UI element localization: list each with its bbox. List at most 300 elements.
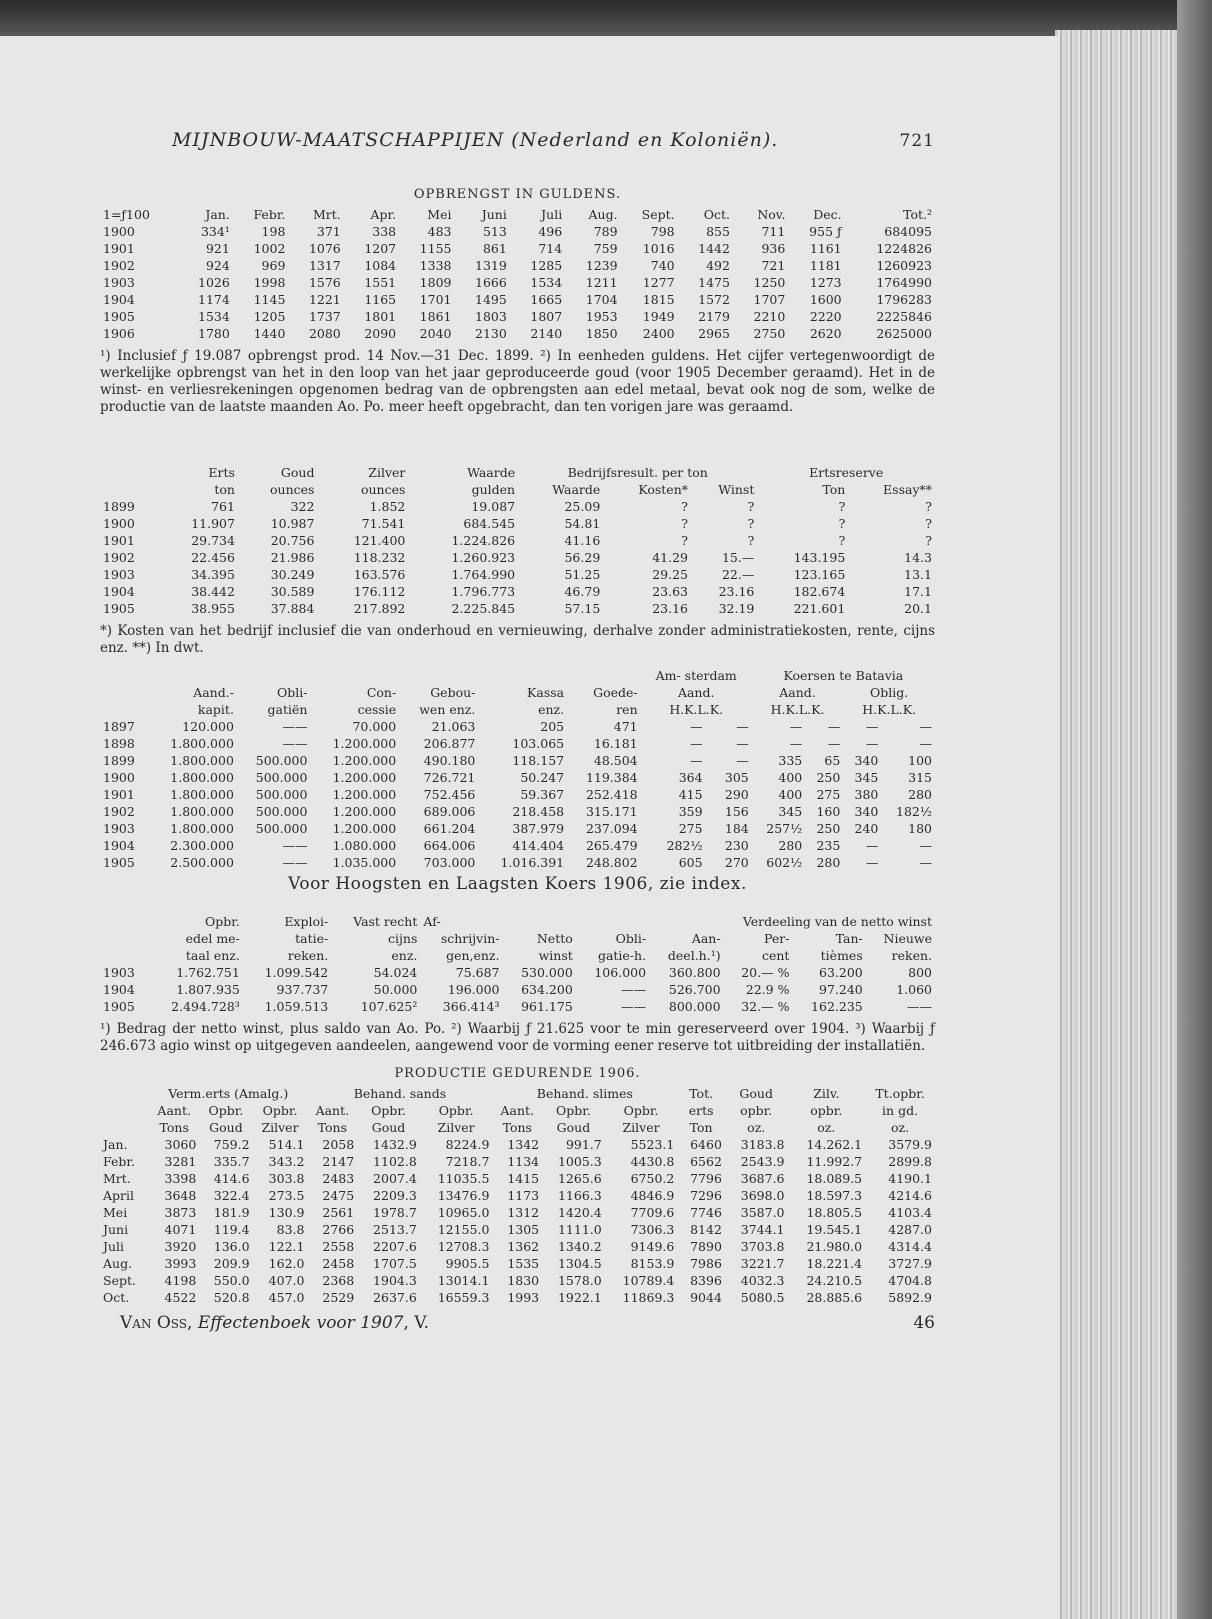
table-cell: 1420.4 <box>557 1205 602 1220</box>
table-cell: 3183.8 <box>740 1137 785 1152</box>
table-cell: — <box>789 719 803 734</box>
table-cell: 32.— % <box>741 999 790 1014</box>
table-cell: 25.09 <box>564 499 601 514</box>
table-cell: 7890 <box>690 1239 722 1254</box>
table-cell: 206.877 <box>423 736 476 751</box>
table-row <box>100 964 935 981</box>
table-cell: 282½ <box>666 838 703 853</box>
col-header: Erts <box>208 465 235 480</box>
table-cell: 415 <box>678 787 703 802</box>
row-label: 1905 <box>103 855 135 870</box>
table-cell: ? <box>747 516 755 531</box>
table-cell: 22.9 % <box>745 982 790 997</box>
table-cell: 23.16 <box>652 601 688 616</box>
col-header: in gd. <box>882 1103 919 1118</box>
col-header: Aug. <box>588 207 618 222</box>
table-cell: — <box>919 838 932 853</box>
table-cell: 513 <box>482 224 507 239</box>
table-cell: 1.059.513 <box>264 999 329 1014</box>
table-cell: 1342 <box>507 1137 540 1152</box>
col-header: Essay** <box>883 482 932 497</box>
table-cell: 1319 <box>475 258 507 273</box>
row-label: 1905 <box>103 309 135 324</box>
table-cell: 711 <box>761 224 786 239</box>
col-header: reken. <box>287 948 329 963</box>
table-cell: 1.800.000 <box>170 821 234 836</box>
table-cell: 18.089.5 <box>806 1171 863 1186</box>
table-cell: 1551 <box>364 275 397 290</box>
table-row <box>100 1255 935 1272</box>
table-cell: 5080.5 <box>740 1290 785 1305</box>
table-cell: 1665 <box>530 292 563 307</box>
table-cell: 400 <box>778 787 803 802</box>
row-label: 1906 <box>103 326 135 341</box>
table-cell: 54.81 <box>564 516 601 531</box>
col-header: Obli- <box>276 685 308 700</box>
table-cell: 54.024 <box>373 965 418 980</box>
table-cell: 11.907 <box>191 516 235 531</box>
table-cell: 471 <box>613 719 638 734</box>
table-cell: 13014.1 <box>437 1273 490 1288</box>
table-cell: 2483 <box>322 1171 355 1186</box>
table-cell: 1801 <box>364 309 397 324</box>
col-header: winst <box>538 948 573 963</box>
table-row <box>100 1153 935 1170</box>
table-cell: 181.9 <box>213 1205 250 1220</box>
table-cell: 11035.5 <box>437 1171 490 1186</box>
row-label: 1901 <box>103 533 135 548</box>
table-cell: 2899.8 <box>888 1154 932 1169</box>
amsterdam-group-header: Am- sterdam <box>655 668 737 683</box>
table-cell: 20.— % <box>741 965 790 980</box>
table-cell: 4190.1 <box>888 1171 932 1186</box>
table-cell: 9149.6 <box>630 1239 675 1254</box>
col-group-header: Ertsreserve <box>809 465 884 480</box>
table-cell: 335 <box>778 753 803 768</box>
winst-table <box>100 913 935 1015</box>
table-row <box>100 998 935 1015</box>
table-cell: ? <box>838 533 846 548</box>
table-cell: 6460 <box>690 1137 722 1152</box>
table-cell: 7746 <box>690 1205 722 1220</box>
table-cell: 16.181 <box>593 736 638 751</box>
productie-1906-table <box>100 1085 935 1306</box>
col-header: Mrt. <box>312 207 341 222</box>
table-cell: 1440 <box>253 326 286 341</box>
table-cell: 1.260.923 <box>451 550 516 565</box>
row-label: 1898 <box>103 736 135 751</box>
table-cell: 13476.9 <box>437 1188 490 1203</box>
table-cell: 1830 <box>507 1273 540 1288</box>
table-cell: 4287.0 <box>888 1222 932 1237</box>
book-binding-edge <box>1177 0 1212 1619</box>
table-cell: 1.800.000 <box>170 753 234 768</box>
table-cell: 1578.0 <box>557 1273 602 1288</box>
col-header: oz. <box>817 1120 836 1135</box>
col-header: Apr. <box>370 207 397 222</box>
opbrengst-footnote: ¹) Inclusief ƒ 19.087 opbrengst prod. 14 Nov.—31 Dec. 1899. ²) In eenheden guldens. Het cijfer vertegenwoordigt de werkelijke opbrengst van het in den loop van het jaar geproduceerde goud (voor 1905 December geraamd). Het in de winst- en verliesrekeningen opgenomen bedrag van de opbrengsten aan edel metaal, bevat ook nog de som, welke de productie van de laatste maanden Ao. Po. meer heeft opgebracht, dan ten vorigen jare was geraamd. <box>100 348 935 415</box>
col-group-header: Zilv. <box>813 1086 840 1101</box>
table-cell: 1174 <box>198 292 230 307</box>
col-header: wen enz. <box>419 702 476 717</box>
col-header <box>100 464 160 481</box>
col-header: Opbr. <box>208 1103 244 1118</box>
col-header: Zilver <box>261 1120 299 1135</box>
table-cell: 322.4 <box>213 1188 250 1203</box>
table-cell: 752.456 <box>423 787 476 802</box>
table-cell: 335.7 <box>213 1154 250 1169</box>
col-header: Af- <box>423 914 441 929</box>
row-label: Aug. <box>103 1256 133 1271</box>
table-cell: 1.200.000 <box>332 804 397 819</box>
table-cell: 107.625² <box>360 999 418 1014</box>
col-header: ounces <box>360 482 406 497</box>
table-cell: 2561 <box>322 1205 355 1220</box>
col-header: Kassa <box>527 685 565 700</box>
row-label: 1903 <box>103 567 135 582</box>
table-cell: 4430.8 <box>630 1154 675 1169</box>
winst-footnote: ¹) Bedrag der netto winst, plus saldo van Ao. Po. ²) Waarbij ƒ 21.625 voor te min gereserveerd over 1904. ³) Waarbij ƒ 246.673 agio winst op uitgegeven aandeelen, aangewend voor de vorming eener reserve tot uitbreiding der installatiën. <box>100 1021 935 1054</box>
table-cell: 240 <box>854 821 879 836</box>
col-header: oz. <box>747 1120 766 1135</box>
col-header: Aant. <box>315 1103 350 1118</box>
batavia-group-header: Koersen te Batavia <box>783 668 904 683</box>
row-label: 1897 <box>103 719 135 734</box>
table-cell: 1949 <box>642 309 675 324</box>
table-cell: 1239 <box>585 258 618 273</box>
table-cell: 1861 <box>419 309 452 324</box>
table-cell: 1224826 <box>876 241 932 256</box>
table-cell: 7709.6 <box>630 1205 675 1220</box>
table-cell: 51.25 <box>564 567 601 582</box>
table-cell: 16559.3 <box>437 1290 490 1305</box>
table-cell: 2007.4 <box>373 1171 417 1186</box>
table-cell: 23.16 <box>718 584 755 599</box>
table-cell: 122.1 <box>268 1239 305 1254</box>
table-cell: 19.087 <box>471 499 516 514</box>
table-cell: 2625000 <box>876 326 932 341</box>
col-header: gatie-h. <box>597 948 647 963</box>
table-cell: 2220 <box>809 309 842 324</box>
table-cell: 2637.6 <box>373 1290 417 1305</box>
table-cell: —— <box>907 999 932 1014</box>
table-cell: 118.232 <box>353 550 406 565</box>
col-header: cijns <box>388 931 418 946</box>
table-cell: 196.000 <box>447 982 500 997</box>
table-cell: 1211 <box>585 275 618 290</box>
col-header: Opbr. <box>623 1103 659 1118</box>
table-cell: 184 <box>724 821 749 836</box>
col-header: Zilver <box>437 1120 475 1135</box>
table-row <box>100 752 935 769</box>
col-header: H.K.L.K. <box>862 702 917 717</box>
col-header: Gebou- <box>430 685 476 700</box>
table-cell: 1304.5 <box>557 1256 602 1271</box>
table-cell: 160 <box>816 804 841 819</box>
table-cell: 345 <box>854 770 879 785</box>
col-header: Opbr. <box>556 1103 591 1118</box>
table-cell: 34.395 <box>191 567 235 582</box>
table-row <box>100 291 935 308</box>
table-cell: 1.200.000 <box>332 753 397 768</box>
table-cell: 359 <box>678 804 703 819</box>
table-cell: 400 <box>778 770 803 785</box>
table-cell: 2766 <box>322 1222 355 1237</box>
table-cell: 1165 <box>364 292 397 307</box>
table-cell: 2620 <box>809 326 842 341</box>
table-cell: 684.545 <box>463 516 516 531</box>
table-row <box>100 515 935 532</box>
table-cell: 457.0 <box>268 1290 305 1305</box>
col-header: Aand. <box>779 685 816 700</box>
col-header: Goud <box>556 1120 591 1135</box>
table-cell: 1076 <box>308 241 341 256</box>
table-cell: 97.240 <box>819 982 863 997</box>
row-label: Mrt. <box>103 1171 131 1186</box>
row-label: Juni <box>103 1222 129 1237</box>
book-page <box>0 36 1058 1619</box>
productie-1906-title: PRODUCTIE GEDURENDE 1906. <box>394 1066 641 1081</box>
table-cell: 71.541 <box>361 516 406 531</box>
table-row <box>100 1289 935 1306</box>
table-cell: 3687.6 <box>740 1171 785 1186</box>
table-cell: 120.000 <box>182 719 234 734</box>
col-header: reken. <box>891 948 932 963</box>
col-header: Obli- <box>615 931 647 946</box>
table-cell: 371 <box>316 224 341 239</box>
col-header: opbr. <box>810 1103 843 1118</box>
table-cell: ? <box>747 499 755 514</box>
col-header <box>100 684 148 701</box>
table-cell: 1260923 <box>876 258 932 273</box>
table-cell: 1.200.000 <box>332 736 397 751</box>
table-cell: — <box>865 838 879 853</box>
row-label: 1899 <box>103 753 135 768</box>
table-cell: 4704.8 <box>888 1273 932 1288</box>
col-header: Waarde <box>552 482 601 497</box>
table-cell: 1534 <box>198 309 230 324</box>
table-cell: 2210 <box>753 309 786 324</box>
row-label: 1905 <box>103 601 135 616</box>
table-cell: 500.000 <box>255 821 308 836</box>
table-cell: 550.0 <box>213 1273 250 1288</box>
table-cell: 1998 <box>253 275 286 290</box>
table-row <box>100 1204 935 1221</box>
table-cell: 136.0 <box>213 1239 250 1254</box>
table-cell: 500.000 <box>255 770 308 785</box>
table-row <box>100 1221 935 1238</box>
table-cell: 360.800 <box>668 965 721 980</box>
table-cell: 5892.9 <box>888 1290 932 1305</box>
table-cell: 1707.5 <box>373 1256 417 1271</box>
row-label: Sept. <box>103 1273 136 1288</box>
table-cell: 41.16 <box>564 533 601 548</box>
table-cell: 13.1 <box>904 567 932 582</box>
table-cell: 364 <box>678 770 703 785</box>
table-cell: 3648 <box>164 1188 197 1203</box>
table-cell: 14.3 <box>904 550 932 565</box>
table-cell: 2368 <box>322 1273 355 1288</box>
col-header: Per- <box>764 931 790 946</box>
col-header: Netto <box>536 931 573 946</box>
col-header: cent <box>761 948 790 963</box>
col-header: erts <box>688 1103 714 1118</box>
table-row <box>100 1170 935 1187</box>
row-label: 1902 <box>103 550 135 565</box>
table-cell: 4198 <box>164 1273 197 1288</box>
table-cell: 4103.4 <box>888 1205 932 1220</box>
table-cell: 2.494.728³ <box>171 999 240 1014</box>
col-header: Goud <box>209 1120 243 1135</box>
table-cell: 496 <box>538 224 563 239</box>
table-cell: 30.249 <box>270 567 315 582</box>
table-cell: — <box>865 855 879 870</box>
table-cell: 7986 <box>690 1256 722 1271</box>
table-cell: 1796283 <box>876 292 932 307</box>
table-cell: 1305 <box>507 1222 540 1237</box>
table-cell: 1.852 <box>369 499 406 514</box>
table-cell: 24.210.5 <box>806 1273 863 1288</box>
row-label: 1899 <box>103 499 135 514</box>
table-cell: 9044 <box>690 1290 722 1305</box>
table-cell: 20.1 <box>904 601 932 616</box>
table-cell: 520.8 <box>213 1290 250 1305</box>
row-label: 1903 <box>103 275 135 290</box>
table-cell: 4032.3 <box>740 1273 785 1288</box>
table-cell: 4071 <box>164 1222 197 1237</box>
table-cell: 21.986 <box>270 550 315 565</box>
col-header: kapit. <box>197 702 234 717</box>
table-cell: 366.414³ <box>442 999 500 1014</box>
table-cell: 6750.2 <box>630 1171 675 1186</box>
table-cell: 100 <box>908 753 932 768</box>
table-cell: 1.200.000 <box>332 821 397 836</box>
table-row <box>100 498 935 515</box>
row-label: Mei <box>103 1205 128 1220</box>
col-header: Ton <box>689 1120 713 1135</box>
table-cell: 1002 <box>253 241 286 256</box>
table-cell: 1535 <box>507 1256 540 1271</box>
table-row <box>100 854 935 871</box>
table-cell: 1362 <box>507 1239 540 1254</box>
table-cell: 740 <box>650 258 675 273</box>
table-cell: — <box>865 736 879 751</box>
table-cell: 1495 <box>475 292 507 307</box>
table-cell: 689.006 <box>423 804 476 819</box>
table-cell: 3579.9 <box>888 1137 932 1152</box>
col-header: Tons <box>317 1120 348 1135</box>
table-cell: 414.6 <box>213 1171 250 1186</box>
table-cell: 1016 <box>642 241 675 256</box>
table-cell: ? <box>838 499 846 514</box>
table-cell: 1145 <box>253 292 286 307</box>
table-cell: 83.8 <box>276 1222 305 1237</box>
table-cell: 1809 <box>419 275 452 290</box>
table-cell: 1161 <box>809 241 842 256</box>
table-cell: 1102.8 <box>373 1154 417 1169</box>
table-cell: 3744.1 <box>740 1222 785 1237</box>
table-cell: 275 <box>678 821 703 836</box>
col-header: enz. <box>391 948 418 963</box>
table-cell: 634.200 <box>521 982 573 997</box>
table-cell: 48.504 <box>593 753 638 768</box>
table-cell: 250 <box>816 770 841 785</box>
table-cell: 270 <box>724 855 749 870</box>
row-label: Juli <box>103 1239 125 1254</box>
table-cell: 2225846 <box>876 309 932 324</box>
table-cell: 21.980.0 <box>806 1239 863 1254</box>
table-cell: 118.157 <box>512 753 565 768</box>
table-cell: 1.764.990 <box>451 567 516 582</box>
table-cell: —— <box>282 838 308 853</box>
table-cell: 235 <box>816 838 841 853</box>
verdeeling-group-header: Verdeeling van de netto winst <box>742 914 932 929</box>
table-cell: 955 ƒ <box>809 224 842 239</box>
table-cell: 8396 <box>690 1273 722 1288</box>
col-header: Oblig. <box>870 685 909 700</box>
table-cell: 8153.9 <box>630 1256 675 1271</box>
table-cell: 1904.3 <box>373 1273 417 1288</box>
col-header: oz. <box>891 1120 910 1135</box>
table-cell: 250 <box>816 821 841 836</box>
table-cell: 684095 <box>884 224 932 239</box>
table-cell: 1.035.000 <box>332 855 397 870</box>
table-cell: 275 <box>816 787 841 802</box>
col-header <box>100 701 148 718</box>
table-cell: 21.063 <box>431 719 476 734</box>
col-group-header: Goud <box>739 1086 773 1101</box>
table-cell: — <box>690 736 703 751</box>
table-cell: 1922.1 <box>557 1290 602 1305</box>
table-cell: 759.2 <box>213 1137 250 1152</box>
col-header: Dec. <box>813 207 842 222</box>
table-cell: 3281 <box>164 1154 197 1169</box>
table-row <box>100 735 935 752</box>
table-cell: 1953 <box>585 309 618 324</box>
page-footer: Van Oss, Effectenboek voor 1907, V. 46 <box>120 1313 935 1333</box>
running-head-title: MIJNBOUW-MAATSCHAPPIJEN (Nederland en Koloniën). <box>172 129 779 151</box>
table-cell: 855 <box>706 224 730 239</box>
table-cell: 661.204 <box>423 821 476 836</box>
productie-jaar-footnote: *) Kosten van het bedrijf inclusief die van onderhoud en vernieuwing, derhalve zonder administratiekosten, rente, cijns enz. **) In dwt. <box>100 623 935 656</box>
table-cell: 1.200.000 <box>332 787 397 802</box>
table-cell: 29.25 <box>652 567 688 582</box>
table-cell: 8224.9 <box>445 1137 490 1152</box>
table-cell: 500.000 <box>255 753 308 768</box>
col-header: Nieuwe <box>883 931 932 946</box>
table-cell: 343.2 <box>268 1154 305 1169</box>
table-cell: 1576 <box>308 275 341 290</box>
table-row <box>100 274 935 291</box>
table-cell: 1815 <box>642 292 675 307</box>
col-header: Opbr. <box>438 1103 474 1118</box>
table-cell: — <box>736 719 749 734</box>
table-cell: 10965.0 <box>437 1205 490 1220</box>
table-cell: —— <box>282 736 308 751</box>
table-cell: 1993 <box>507 1290 540 1305</box>
footer-title: Effectenboek voor 1907 <box>197 1313 404 1333</box>
table-cell: —— <box>621 982 647 997</box>
row-label: 1904 <box>103 982 135 997</box>
table-cell: — <box>827 719 841 734</box>
table-cell: 761 <box>211 499 235 514</box>
col-header: Juli <box>541 207 563 222</box>
table-cell: 798 <box>650 224 675 239</box>
table-cell: 217.892 <box>353 601 406 616</box>
table-cell: 500.000 <box>255 787 308 802</box>
col-header: Juni <box>481 207 507 222</box>
table-row <box>100 803 935 820</box>
